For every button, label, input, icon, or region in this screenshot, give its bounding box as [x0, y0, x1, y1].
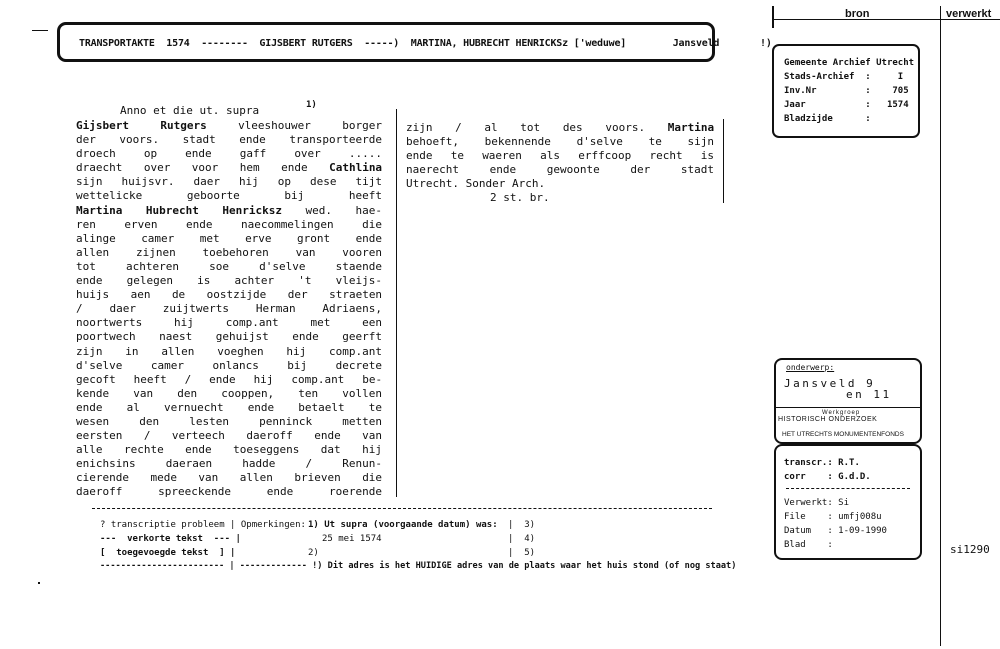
- transcript-word: toeseggens: [233, 443, 300, 457]
- transcript-word: draecht: [76, 161, 123, 175]
- transcript-word: /: [305, 457, 313, 471]
- transcript-word: Renun-: [342, 457, 382, 471]
- transcript-line: [76, 232, 382, 246]
- transcript-word: achteren: [126, 259, 179, 273]
- file-name: File : umfj008u: [784, 512, 882, 522]
- transcript-word: ende: [266, 485, 294, 499]
- legend-transcription-problem: ? transcriptie probleem | Opmerkingen:: [100, 520, 306, 530]
- transcript-word: is: [197, 274, 211, 288]
- transcript-word: staende: [335, 259, 382, 273]
- transcript-word: Gijsbert: [76, 119, 129, 132]
- transcript-word: den: [177, 386, 198, 400]
- transcript-line: [76, 288, 382, 302]
- transcript-word: ende: [209, 372, 236, 386]
- transcript-line: [76, 485, 382, 499]
- transcript-line: [76, 415, 382, 429]
- transcript-word: van: [133, 386, 154, 400]
- transcript-line: [76, 175, 382, 189]
- transcript-word: Martina: [76, 203, 123, 217]
- transcript-word: vooren: [342, 245, 382, 259]
- subject-line-2: en 11: [846, 388, 892, 401]
- transcript-word: oostzijde: [206, 288, 267, 302]
- legend-added-text: [ toegevoegde tekst ] |: [100, 548, 236, 558]
- corrector: corr : G.d.D.: [784, 472, 871, 482]
- transcript-word: gront: [297, 231, 331, 245]
- verwerkt-divider: [940, 6, 941, 646]
- transcript-word: comp.ant: [291, 372, 345, 386]
- transcript-word: ende: [185, 217, 213, 231]
- transcript-word: /: [76, 302, 83, 316]
- transcript-word: te: [450, 149, 464, 163]
- transcript-line: [76, 316, 382, 330]
- transcript-line: [406, 135, 714, 149]
- transcript-word: cierende: [76, 471, 129, 485]
- transcript-word: ren: [76, 217, 96, 231]
- transcript-word: Herman: [255, 302, 296, 316]
- transcript-word: comp.ant: [225, 316, 279, 330]
- transcript-word: vleijs-: [335, 274, 382, 288]
- address-note: ------------------------ | ------------- !) Dit adres is het HUIDIGE adres van de plaats waar het huis stond (of nog staat): [100, 561, 737, 571]
- source-bladzijde: Bladzijde :: [784, 114, 871, 124]
- transcript-word: gaff: [239, 147, 267, 161]
- transcript-line: [76, 429, 382, 443]
- transcript-word: achter: [234, 274, 275, 288]
- processed-by: Verwerkt: Si: [784, 498, 850, 508]
- transcript-word: be-: [362, 372, 382, 386]
- note-1: 1) Ut supra (voorgaande datum) was:: [308, 520, 498, 530]
- transcript-word: soe: [209, 259, 230, 273]
- transcript-word: cooppen,: [221, 386, 275, 400]
- transcript-word: poortwech: [76, 330, 136, 344]
- transcript-word: wesen: [76, 414, 110, 428]
- transcript-word: erven: [124, 217, 158, 231]
- source-box: [772, 44, 920, 138]
- transcript-word: van: [295, 245, 316, 259]
- transcript-word: zijn: [406, 121, 433, 134]
- transcript-word: daeroff: [246, 429, 293, 443]
- transcript-line: [76, 373, 382, 387]
- transcript-word: 't: [298, 274, 312, 288]
- transcript-word: recht: [649, 149, 683, 163]
- date-line: Anno et die ut. supra: [120, 104, 260, 117]
- transcript-line: [76, 133, 382, 147]
- bron-label: bron: [845, 8, 870, 20]
- transcript-word: /: [184, 372, 192, 386]
- transcript-word: geerft: [342, 330, 382, 344]
- transcript-word: enichsins: [76, 457, 136, 471]
- transcript-word: straeten: [329, 288, 382, 302]
- transcript-word: is: [700, 149, 714, 163]
- transcription-divider: [786, 488, 910, 489]
- transcript-word: als: [540, 149, 561, 163]
- speck: [38, 582, 40, 584]
- transcript-word: stadt: [680, 163, 714, 177]
- transcript-line: [76, 401, 382, 415]
- transcript-column-2: [406, 121, 714, 177]
- transcript-word: op: [143, 147, 158, 161]
- transcript-word: .....: [348, 147, 382, 161]
- transcript-word: een: [362, 316, 382, 330]
- transcript-word: ende: [76, 400, 103, 414]
- transcript-word: d'selve: [576, 135, 623, 149]
- transcript-word: bij: [287, 358, 308, 372]
- transcript-word: voors.: [119, 133, 160, 147]
- header-title: TRANSPORTAKTE 1574 -------- GIJSBERT RUTGERS -----) MARTINA, HUBRECHT HENRICKSz ['weduwe] Jansveld !): [79, 38, 772, 49]
- note-4: | 4): [508, 534, 536, 544]
- transcript-word: lesten: [189, 414, 230, 428]
- transcript-word: hij: [362, 443, 382, 457]
- transcript-word: hae-: [355, 203, 382, 217]
- transcript-word: metten: [342, 414, 382, 428]
- note-2: 2): [308, 548, 319, 558]
- transcript-word: tot: [76, 259, 96, 273]
- transcript-word: te: [648, 135, 662, 149]
- transcript-word: der: [287, 288, 308, 302]
- transcript-word: die: [362, 217, 382, 231]
- transcript-word: heeft: [133, 372, 167, 386]
- date: Datum : 1-09-1990: [784, 526, 887, 536]
- transcript-word: comp.ant: [329, 344, 382, 358]
- workgroup-name: HISTORISCH ONDERZOEK: [778, 416, 878, 423]
- transcript-word: ende: [314, 429, 341, 443]
- footer-rule: [92, 508, 712, 509]
- transcript-word: kende: [76, 386, 110, 400]
- transcript-line: [76, 302, 382, 316]
- transcript-word: des: [562, 121, 583, 134]
- transcript-word: dese: [310, 175, 337, 189]
- transcript-word: huijsvr.: [121, 175, 175, 189]
- transcript-word: mede: [150, 471, 177, 485]
- bron-divider: [772, 6, 774, 28]
- transcript-word: zijn: [76, 344, 103, 358]
- transcription-box: [774, 444, 922, 560]
- transcript-line: [76, 387, 382, 401]
- legend-shortened-text: --- verkorte tekst --- |: [100, 534, 241, 544]
- transcript-word: vernuecht: [163, 400, 224, 414]
- transcript-word: erffcoop: [578, 149, 632, 163]
- transcript-column-1: [76, 119, 382, 500]
- transcript-word: allen: [76, 245, 110, 259]
- transcript-word: naest: [159, 330, 193, 344]
- transcript-line: [76, 246, 382, 260]
- transcript-word: voor: [191, 161, 219, 175]
- header-box: [57, 22, 772, 62]
- transcript-word: gecoft: [76, 372, 116, 386]
- verwerkt-label: verwerkt: [946, 8, 992, 20]
- transcript-word: eersten: [76, 429, 123, 443]
- transcript-word: ende: [76, 274, 103, 288]
- transcript-word: vleeshouwer: [238, 119, 311, 132]
- transcript-word: daeroff: [76, 485, 123, 499]
- transcript-word: de: [171, 288, 186, 302]
- transcript-word: van: [362, 429, 382, 443]
- transcript-word: roerende: [329, 485, 382, 499]
- transcript-line: [76, 260, 382, 274]
- transcript-word: te: [368, 400, 382, 414]
- transcript-word: vollen: [342, 386, 382, 400]
- transcript-word: ende: [247, 400, 275, 414]
- transcript-word: ende: [239, 133, 266, 147]
- transcript-word: dat: [320, 443, 341, 457]
- transcript-word: hem: [239, 161, 260, 175]
- transcript-word: daer: [193, 175, 220, 189]
- transcript-word: den: [139, 414, 160, 428]
- transcript-word: wed.: [305, 203, 332, 217]
- transcript-line: [76, 204, 382, 218]
- transcript-word: hij: [286, 344, 307, 358]
- transcript-line: [76, 147, 382, 161]
- transcript-word: ende: [406, 149, 433, 163]
- transcript-word: van: [198, 471, 219, 485]
- transcript-word: daer: [109, 302, 136, 316]
- source-jaar: Jaar : 1574: [784, 100, 909, 110]
- transcript-line: [76, 345, 382, 359]
- source-inv-nr: Inv.Nr : 705: [784, 86, 909, 96]
- transcript-word: ende: [355, 231, 382, 245]
- transcript-word: allen: [161, 344, 195, 358]
- transcript-word: noortwerts: [76, 316, 143, 330]
- transcript-word: Martina: [667, 121, 714, 134]
- subject-line-1: Jansveld 9: [784, 377, 876, 390]
- transcript-word: toebehoren: [202, 245, 269, 259]
- transcript-line: [76, 119, 382, 133]
- transcript-word: heeft: [348, 189, 382, 203]
- transcript-word: zijnen: [135, 245, 176, 259]
- transcript-word: Adriaens,: [322, 302, 382, 316]
- subject-box: [774, 358, 922, 444]
- transcript-word: /: [143, 429, 151, 443]
- transcriber: transcr.: R.T.: [784, 458, 860, 468]
- transcript-line: [76, 274, 382, 288]
- transcript-word: Hubrecht: [145, 203, 199, 217]
- transcript-word: over: [294, 147, 321, 161]
- source-stads-archief: Stads-Archief : I: [784, 72, 904, 82]
- transcript-word: camer: [150, 358, 184, 372]
- transcript-word: ende: [185, 147, 212, 161]
- transcript-word: voors.: [605, 121, 646, 134]
- transcript-word: rechte: [123, 443, 164, 457]
- transcript-word: alle: [76, 443, 103, 457]
- transcript-word: hij: [238, 175, 259, 189]
- transcript-word: ten: [298, 386, 319, 400]
- transcript-word: verteech: [171, 429, 225, 443]
- transcript-word: gelegen: [126, 274, 173, 288]
- margin-mark: [32, 30, 48, 31]
- transcript-word: huijs: [76, 288, 110, 302]
- transcript-word: tot: [520, 121, 541, 134]
- transcript-word: penninck: [259, 414, 313, 428]
- column-divider: [396, 109, 397, 497]
- transcript-word: brieven: [294, 471, 341, 485]
- transcript-line: [76, 161, 382, 175]
- transcript-word: camer: [141, 231, 175, 245]
- transcript-word: tijt: [355, 175, 382, 189]
- transcript-closing-line: Utrecht. Sonder Arch.: [406, 177, 546, 190]
- transcript-word: aen: [130, 288, 151, 302]
- transcript-word: sijn: [687, 135, 714, 149]
- transcript-word: gewoonte: [546, 163, 600, 177]
- transcript-word: betaelt: [298, 400, 345, 414]
- transcript-word: bekennende: [484, 135, 551, 149]
- transcript-word: voeghen: [217, 344, 264, 358]
- transcript-word: Henricksz: [222, 203, 282, 217]
- sheet: Blad :: [784, 540, 833, 550]
- foundation-name: HET UTRECHTS MONUMENTENFONDS: [782, 431, 904, 438]
- transcript-word: ende: [292, 330, 319, 344]
- transcript-line: [406, 149, 714, 163]
- transcript-word: met: [310, 316, 331, 330]
- transcript-word: hij: [253, 372, 274, 386]
- transcript-word: ende: [489, 163, 517, 177]
- transcript-word: allen: [239, 471, 273, 485]
- transcript-word: hij: [174, 316, 194, 330]
- transcript-word: ende: [281, 161, 308, 175]
- transcript-word: d'selve: [259, 259, 306, 273]
- transcript-line: [76, 330, 382, 344]
- transcript-line: [76, 471, 382, 485]
- transcript-word: stadt: [182, 133, 216, 147]
- transcript-line: [76, 189, 382, 203]
- transcript-word: naecommelingen: [240, 217, 334, 231]
- transcript-word: al: [126, 400, 140, 414]
- footnote-marker: 1): [306, 100, 317, 110]
- transcript-word: spreeckende: [158, 485, 231, 499]
- subject-label: onderwerp:: [786, 363, 835, 372]
- source-archive: Gemeente Archief Utrecht: [784, 58, 915, 68]
- transcript-word: die: [362, 471, 382, 485]
- transcript-word: met: [199, 231, 220, 245]
- transcript-word: ende: [185, 443, 212, 457]
- transcript-word: d'selve: [76, 358, 123, 372]
- transcript-seal-note: 2 st. br.: [490, 191, 550, 204]
- transcript-word: bij: [284, 189, 305, 203]
- transcript-word: gehuijst: [215, 330, 269, 344]
- transcript-word: erve: [245, 231, 272, 245]
- note-1-date: 25 mei 1574: [322, 534, 382, 544]
- transcript-word: decrete: [335, 358, 382, 372]
- transcript-word: borger: [342, 119, 382, 132]
- transcript-word: wettelicke: [76, 189, 143, 203]
- transcript-word: behoeft,: [406, 135, 459, 149]
- transcript-line: [76, 443, 382, 457]
- transcript-word: transporteerde: [289, 133, 382, 147]
- transcript-word: daeraen: [165, 457, 213, 471]
- document-code: si1290: [950, 543, 990, 556]
- transcript-word: op: [277, 175, 292, 189]
- transcript-word: Cathlina: [329, 161, 382, 175]
- transcript-word: Rutgers: [160, 119, 207, 132]
- transcript-word: der: [630, 163, 651, 177]
- transcript-word: naerecht: [406, 163, 459, 177]
- transcript-word: droech: [76, 147, 116, 161]
- transcript-word: alinge: [76, 231, 116, 245]
- transcript-word: al: [484, 121, 498, 134]
- note-3: | 3): [508, 520, 536, 530]
- transcript-line: [76, 218, 382, 232]
- subject-divider: [776, 407, 920, 408]
- transcript-word: geboorte: [186, 189, 240, 203]
- transcript-word: over: [143, 161, 171, 175]
- note-5: | 5): [508, 548, 536, 558]
- transcript-line: [406, 163, 714, 177]
- transcript-word: /: [455, 121, 462, 134]
- transcript-line: [76, 457, 382, 471]
- transcript-line: [406, 121, 714, 135]
- transcript-word: der: [76, 133, 96, 147]
- transcript-word: onlancs: [212, 358, 259, 372]
- transcript-word: hadde: [242, 457, 276, 471]
- transcript-word: zuijtwerts: [162, 302, 230, 316]
- transcript-word: waeren: [482, 149, 522, 163]
- transcript-word: in: [125, 344, 139, 358]
- workgroup-label: Werkgroep: [822, 410, 861, 416]
- column-divider-right: [723, 119, 724, 203]
- transcript-word: sijn: [76, 175, 103, 189]
- transcript-line: [76, 359, 382, 373]
